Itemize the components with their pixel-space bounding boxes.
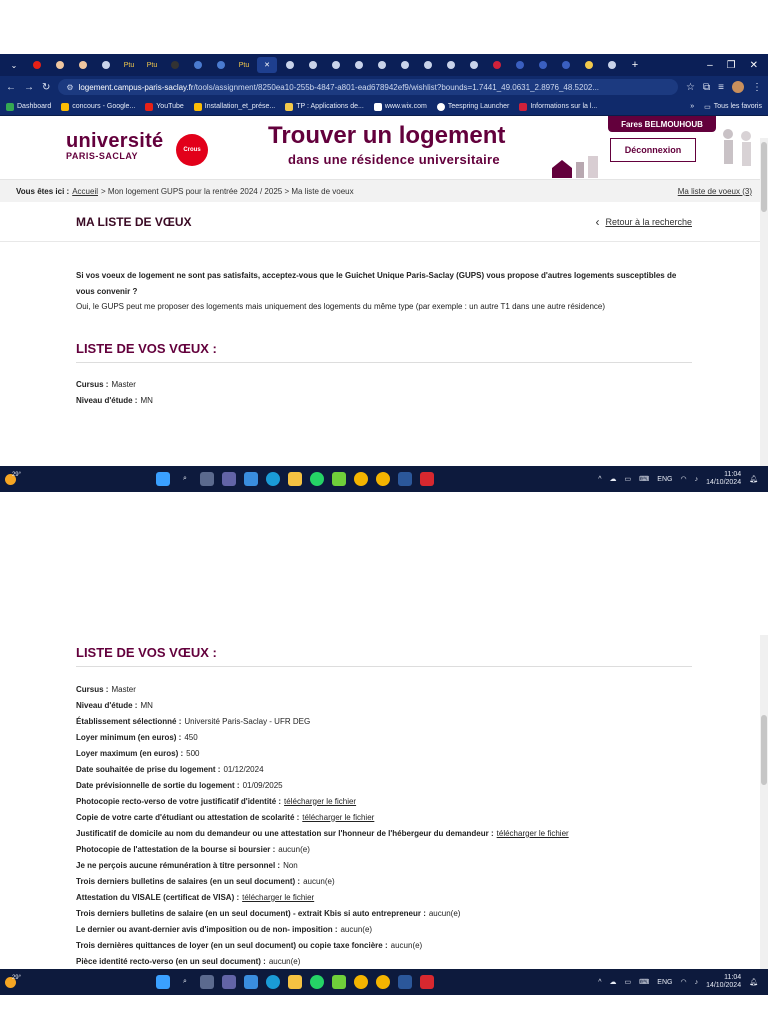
task-view-icon[interactable] <box>200 975 214 989</box>
slides-icon <box>285 103 293 111</box>
tab-chrome-1[interactable] <box>280 57 300 73</box>
tab-dark[interactable] <box>165 57 185 73</box>
breadcrumb-trail: > Mon logement GUPS pour la rentrée 2024 / 2025 > Ma liste de voeux <box>101 186 354 196</box>
tab-b-1[interactable] <box>510 57 530 73</box>
wish-row: Copie de votre carte d'étudiant ou attestation de scolarité : télécharger le fichier <box>76 812 375 822</box>
kebab-menu-icon[interactable]: ⋮ <box>752 81 762 93</box>
tab-u[interactable] <box>487 57 507 73</box>
windows-start-icon[interactable] <box>156 472 170 486</box>
language-indicator[interactable]: ENG <box>657 978 673 986</box>
search-icon[interactable]: ⌕ <box>183 475 187 482</box>
tab-ptu-3[interactable]: Ptu <box>238 61 250 69</box>
tab-chrome-6[interactable] <box>395 57 415 73</box>
star-icon[interactable]: ☆ <box>686 81 696 93</box>
clock[interactable]: 11:04 14/10/2024 <box>706 973 742 989</box>
taskbar-apps <box>156 975 434 989</box>
download-link[interactable]: télécharger le fichier <box>242 892 315 902</box>
wifi-icon[interactable]: ◠ <box>680 979 687 986</box>
wish-row: Photocopie de l'attestation de la bourse si boursier : aucun(e) <box>76 844 310 854</box>
back-to-search-link[interactable] <box>595 215 692 229</box>
keyboard-icon[interactable]: ⌨ <box>639 476 650 483</box>
tab-profile[interactable] <box>50 57 70 73</box>
bookmark-wix[interactable]: www.wix.com <box>374 103 427 111</box>
fallback-question-block <box>0 242 768 315</box>
page-scrollbar[interactable] <box>760 138 768 466</box>
wish-row: Je ne perçois aucune rémunération à titre personnel : Non <box>76 860 298 870</box>
wish-row: Attestation du VISALE (certificat de VISA) : télécharger le fichier <box>76 892 315 902</box>
clock[interactable]: 11:04 14/10/2024 <box>706 470 742 486</box>
page-icon <box>519 103 527 111</box>
wish-row: Cursus : Master <box>76 380 136 390</box>
edge-icon[interactable] <box>266 975 280 989</box>
wish-row: Trois derniers bulletins de salaire (en un seul document) - extrait Kbis si auto entrepreneur : aucun(e) <box>76 908 461 918</box>
system-tray <box>598 471 758 488</box>
people-illustration <box>716 126 760 178</box>
drive-icon <box>194 103 202 111</box>
word-icon[interactable] <box>398 472 412 486</box>
breadcrumb <box>0 180 768 202</box>
wish-row: Trois dernières quittances de loyer (en un seul document) ou copie taxe foncière : aucun(e) <box>76 940 423 950</box>
more-bookmarks-button[interactable]: » <box>690 103 695 110</box>
task-view-icon[interactable] <box>200 472 214 486</box>
bookmark-informations[interactable]: Informations sur la l... <box>519 103 597 111</box>
screenshot-top <box>0 54 768 492</box>
wish-row: Justificatif de domicile au nom du demandeur ou une attestation sur l'honneur de l'hébergeur du demandeur : télécharger le fichier <box>76 828 569 838</box>
wishes-section-title: LISTE DE VOS VŒUX : <box>76 341 692 363</box>
address-bar <box>0 76 768 98</box>
building-illustration <box>552 150 600 178</box>
edge-icon[interactable] <box>266 472 280 486</box>
chrome-icon-2[interactable] <box>376 975 390 989</box>
teams-icon[interactable] <box>222 975 236 989</box>
file-explorer-icon[interactable] <box>288 472 302 486</box>
download-link[interactable]: télécharger le fichier <box>302 812 375 822</box>
acrobat-icon[interactable] <box>420 975 434 989</box>
battery-icon[interactable]: ▭ <box>624 979 632 986</box>
profile-avatar-icon[interactable] <box>732 81 744 93</box>
vpn-icon[interactable] <box>332 472 346 486</box>
widgets-icon[interactable] <box>244 975 258 989</box>
tab-chrome-2[interactable] <box>303 57 323 73</box>
hero-title: Trouver un logement <box>268 122 506 149</box>
page-title: MA LISTE DE VŒUX <box>76 214 192 229</box>
tab-word-2[interactable] <box>211 57 231 73</box>
screenshot-bottom <box>0 635 768 997</box>
reading-list-icon[interactable]: ≡ <box>718 81 724 93</box>
tab-chrome-3[interactable] <box>326 57 346 73</box>
tab-chrome-5[interactable] <box>372 57 392 73</box>
notification-bell-icon[interactable]: 🔔︎ <box>749 979 758 986</box>
onedrive-icon[interactable]: ☁ <box>609 979 617 986</box>
wish-row: Niveau d'étude : MN <box>76 396 153 406</box>
onedrive-icon[interactable]: ☁ <box>609 476 617 483</box>
file-explorer-icon[interactable] <box>288 975 302 989</box>
maximize-button[interactable]: ❐ <box>726 59 736 71</box>
fallback-answer: Oui, le GUPS peut me proposer des logements mais uniquement des logements du même type (par exemple : un autre T1 dans une autre résidence) <box>76 302 606 312</box>
wish-row: Le dernier ou avant-dernier avis d'imposition ou de non- imposition : aucun(e) <box>76 924 373 934</box>
logout-button[interactable]: Déconnexion <box>610 138 696 162</box>
vpn-icon[interactable] <box>332 975 346 989</box>
forward-arrow-icon[interactable]: → <box>24 81 34 93</box>
tab-ptu-2[interactable]: Ptu <box>146 61 158 69</box>
breadcrumb-prefix: Vous êtes ici : <box>16 186 70 196</box>
window-close-button[interactable]: ✕ <box>749 59 758 71</box>
volume-icon[interactable]: ♪ <box>694 978 699 986</box>
folder-icon: ▭ <box>704 103 711 111</box>
wishes-section-title: LISTE DE VOS VŒUX : <box>76 645 692 667</box>
page-scrollbar[interactable] <box>760 635 768 969</box>
wish-row: Date prévisionnelle de sortie du logement : 01/09/2025 <box>76 780 283 790</box>
teespring-icon <box>437 103 445 111</box>
url-field[interactable] <box>58 79 678 95</box>
word-icon[interactable] <box>398 975 412 989</box>
notification-bell-icon[interactable]: 🔔︎ <box>749 476 758 483</box>
widgets-icon[interactable] <box>244 472 258 486</box>
drive-icon <box>6 103 14 111</box>
wish-details-top <box>0 363 768 409</box>
wish-row: Photocopie recto-verso de votre justificatif d'identité : télécharger le fichier <box>76 796 357 806</box>
site-header <box>0 116 768 180</box>
user-name-badge: Fares BELMOUHOUB <box>608 116 716 132</box>
scrollbar-thumb[interactable] <box>761 715 767 785</box>
all-bookmarks-folder[interactable]: ▭ Tous les favoris <box>704 103 762 111</box>
crous-logo[interactable]: Crous <box>176 134 208 166</box>
hero-subtitle: dans une résidence universitaire <box>288 152 500 167</box>
site-info-icon[interactable]: ⚙ <box>66 82 74 92</box>
tab-b-2[interactable] <box>533 57 553 73</box>
fallback-question: Si vos voeux de logement ne sont pas satisfaits, acceptez-vous que le Guichet Unique Paris-Saclay (GUPS) vous propose d'autres logements susceptibles de vous convenir ? <box>76 271 677 296</box>
window-controls <box>707 60 768 71</box>
tab-menu[interactable]: ⌄ <box>10 60 18 70</box>
whatsapp-icon[interactable] <box>310 975 324 989</box>
new-tab-button[interactable]: + <box>631 59 639 71</box>
chrome-icon[interactable] <box>354 975 368 989</box>
system-tray <box>598 974 758 991</box>
tab-generic[interactable] <box>96 57 116 73</box>
page-heading-row <box>0 202 768 242</box>
download-link[interactable]: télécharger le fichier <box>284 796 357 806</box>
acrobat-icon[interactable] <box>420 472 434 486</box>
whatsapp-icon[interactable] <box>310 472 324 486</box>
battery-icon[interactable]: ▭ <box>624 476 632 483</box>
search-icon[interactable]: ⌕ <box>183 978 187 985</box>
browser-tabstrip <box>0 54 768 76</box>
wish-row: Loyer maximum (en euros) : 500 <box>76 748 200 758</box>
keyboard-icon[interactable]: ⌨ <box>639 979 650 986</box>
chrome-icon-2[interactable] <box>376 472 390 486</box>
minimize-button[interactable]: – <box>707 59 713 71</box>
weather-widget[interactable]: 29° <box>0 474 26 485</box>
tray-overflow-icon[interactable]: ^ <box>598 475 602 483</box>
taskbar-apps <box>156 472 434 486</box>
tab-word[interactable] <box>188 57 208 73</box>
volume-icon[interactable]: ♪ <box>694 475 699 483</box>
bookmark-dashboard[interactable]: Dashboard <box>6 103 51 111</box>
bookmark-installation[interactable]: Installation_et_prése... <box>194 103 275 111</box>
bookmark-teespring[interactable]: Teespring Launcher <box>437 103 510 111</box>
wish-details <box>0 667 768 969</box>
url-path: /tools/assignment/8250ea10-255b-4847-a801-ead678942ef9/wishlist?bounds=1.7441_49.0631_2.8976_48.5202... <box>193 82 600 92</box>
wix-icon <box>374 103 382 111</box>
bookmarks-bar <box>0 98 768 116</box>
wish-row: Trois derniers bulletins de salaires (en un seul document) : aucun(e) <box>76 876 335 886</box>
wish-row: Loyer minimum (en euros) : 450 <box>76 732 198 742</box>
wish-row: Cursus : Master <box>76 684 136 694</box>
tab-chrome-10[interactable] <box>602 57 622 73</box>
breadcrumb-home-link[interactable]: Accueil <box>72 186 98 196</box>
tab-profile-2[interactable] <box>73 57 93 73</box>
tab-chrome-7[interactable] <box>418 57 438 73</box>
bookmark-concours[interactable]: concours - Google... <box>61 103 135 111</box>
download-link[interactable]: télécharger le fichier <box>496 828 569 838</box>
drive-icon <box>61 103 69 111</box>
bookmark-tp[interactable]: TP : Applications de... <box>285 103 364 111</box>
language-indicator[interactable]: ENG <box>657 475 673 483</box>
tab-chrome-4[interactable] <box>349 57 369 73</box>
tab-b-3[interactable] <box>556 57 576 73</box>
teams-icon[interactable] <box>222 472 236 486</box>
windows-taskbar <box>0 466 768 492</box>
wish-row: Niveau d'étude : MN <box>76 700 153 710</box>
chevron-left-icon: ‹ <box>595 214 600 229</box>
close-icon[interactable]: ✕ <box>264 62 270 69</box>
extensions-icon[interactable]: ⧉ <box>703 81 711 93</box>
tab-chrome-8[interactable] <box>441 57 461 73</box>
bookmark-youtube[interactable]: YouTube <box>145 103 184 111</box>
wish-row: Date souhaitée de prise du logement : 01/12/2024 <box>76 764 264 774</box>
tab-ptu-1[interactable]: Ptu <box>123 61 135 69</box>
tab-youtube[interactable] <box>27 57 47 73</box>
chrome-icon[interactable] <box>354 472 368 486</box>
url-host: logement.campus-paris-saclay.fr <box>78 82 194 92</box>
tab-yellow[interactable] <box>579 57 599 73</box>
youtube-icon <box>145 103 153 111</box>
reload-icon[interactable]: ↻ <box>42 81 51 93</box>
tab-chrome-9[interactable] <box>464 57 484 73</box>
tab-active-close[interactable] <box>257 57 277 73</box>
back-arrow-icon[interactable]: ← <box>6 81 16 93</box>
wish-row: Pièce identité recto-verso (en un seul document) : aucun(e) <box>76 956 301 966</box>
wishlist-count-link[interactable]: Ma liste de voeux (3) <box>677 186 752 196</box>
university-logo[interactable]: université PARIS-SACLAY <box>66 130 164 161</box>
weather-widget[interactable]: 29° <box>0 977 26 988</box>
windows-taskbar <box>0 969 768 995</box>
scrollbar-thumb[interactable] <box>761 142 767 212</box>
wish-row: Établissement sélectionné : Université Paris-Saclay - UFR DEG <box>76 716 311 726</box>
wifi-icon[interactable]: ◠ <box>680 476 687 483</box>
tray-overflow-icon[interactable]: ^ <box>598 978 602 986</box>
windows-start-icon[interactable] <box>156 975 170 989</box>
back-to-search-label: Retour à la recherche <box>605 216 692 227</box>
